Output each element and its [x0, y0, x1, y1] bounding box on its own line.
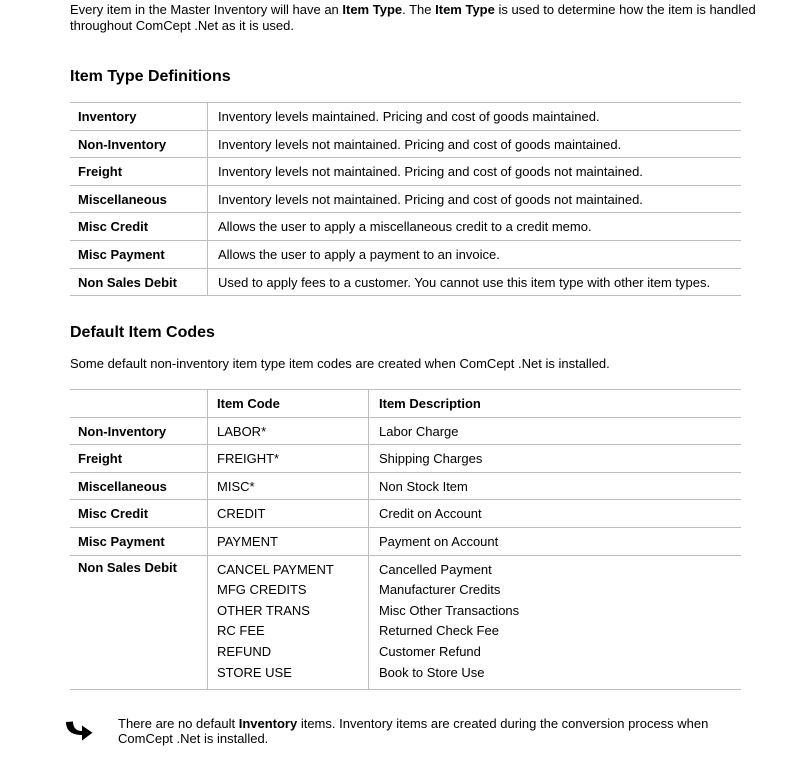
table-row	[70, 473, 741, 501]
table-row	[70, 213, 741, 241]
item-code: OTHER TRANS	[217, 602, 310, 618]
item-code-cell: CREDIT	[207, 500, 368, 527]
item-description-cell: Credit on Account	[368, 500, 741, 527]
item-type-description-cell: Used to apply fees to a customer. You cannot use this item type with other item types.	[207, 269, 741, 296]
table-row	[70, 103, 741, 131]
table-row	[70, 158, 741, 186]
item-code-cell: FREIGHT*	[207, 445, 368, 472]
note-bold-inventory: Inventory	[238, 716, 298, 731]
item-type-description-cell: Allows the user to apply a miscellaneous credit to a credit memo.	[207, 213, 741, 240]
item-description-cell: Non Stock Item	[368, 473, 741, 500]
note-text-1: There are no default	[118, 716, 239, 731]
default-item-codes-heading: Default Item Codes	[70, 324, 215, 341]
intro-text-1: Every item in the Master Inventory will have an	[70, 2, 343, 17]
table-row	[70, 528, 741, 556]
item-description: Book to Store Use	[379, 664, 485, 680]
item-description: Returned Check Fee	[379, 623, 499, 639]
item-code-cell: PAYMENT	[207, 528, 368, 555]
header-item-code: Item Code	[207, 390, 368, 417]
item-type-cell: Miscellaneous	[78, 191, 167, 207]
table-header-row	[70, 390, 741, 418]
table-row	[70, 186, 741, 214]
item-type-description-cell: Allows the user to apply a payment to an invoice.	[207, 241, 741, 268]
item-description: Cancelled Payment	[379, 561, 492, 577]
item-type-cell: Non Sales Debit	[78, 559, 177, 575]
item-code-cell: MISC*	[207, 473, 368, 500]
item-type-description-cell: Inventory levels not maintained. Pricing and cost of goods not maintained.	[207, 186, 741, 213]
item-description-cell: Labor Charge	[368, 418, 741, 445]
item-description-cell: Payment on Account	[368, 528, 741, 555]
default-item-codes-table	[70, 389, 741, 690]
item-description: Misc Other Transactions	[379, 602, 520, 618]
item-type-cell: Non Sales Debit	[78, 274, 177, 290]
item-type-description-cell: Inventory levels not maintained. Pricing and cost of goods maintained.	[207, 131, 741, 158]
item-type-cell: Misc Credit	[78, 506, 149, 522]
item-code: REFUND	[217, 643, 272, 659]
item-type-cell: Freight	[78, 164, 123, 180]
item-type-definitions-heading: Item Type Definitions	[70, 68, 231, 85]
item-type-cell: Freight	[78, 451, 123, 467]
item-type-cell: Misc Payment	[78, 246, 165, 262]
item-code-cell: LABOR*	[207, 418, 368, 445]
header-empty-cell	[70, 390, 207, 417]
item-type-definitions-table	[70, 102, 741, 296]
item-type-cell: Miscellaneous	[78, 478, 167, 494]
table-row-non-sales-debit	[70, 556, 741, 691]
table-row	[70, 241, 741, 269]
intro-bold-item-type-1: Item Type	[342, 2, 403, 17]
table-row	[70, 500, 741, 528]
item-type-cell: Misc Credit	[78, 219, 149, 235]
item-type-cell: Inventory	[78, 109, 137, 124]
item-description: Manufacturer Credits	[379, 582, 501, 598]
table-row	[70, 131, 741, 159]
intro-paragraph	[70, 2, 762, 33]
intro-text-2: . The	[402, 2, 436, 17]
item-type-cell: Non-Inventory	[78, 136, 167, 152]
item-type-cell: Misc Payment	[78, 533, 165, 549]
item-code: MFG CREDITS	[217, 582, 307, 598]
item-type-cell: Non-Inventory	[78, 423, 167, 439]
default-item-codes-intro: Some default non-inventory item type item codes are created when ComCept .Net is installed.	[70, 356, 610, 371]
intro-bold-item-type-2: Item Type	[435, 2, 495, 17]
header-item-description: Item Description	[368, 390, 741, 417]
note-paragraph	[118, 716, 740, 747]
item-description-cell: Shipping Charges	[368, 445, 741, 472]
item-code: RC FEE	[217, 623, 265, 639]
table-row	[70, 445, 741, 473]
item-code: STORE USE	[217, 664, 292, 680]
table-row	[70, 418, 741, 446]
item-type-description-cell: Inventory levels not maintained. Pricing and cost of goods not maintained.	[207, 158, 741, 185]
item-code: CANCEL PAYMENT	[217, 561, 334, 577]
item-description: Customer Refund	[379, 643, 481, 659]
curved-right-arrow-icon	[63, 721, 93, 744]
table-row	[70, 269, 741, 297]
item-type-description-cell: Inventory levels maintained. Pricing and cost of goods maintained.	[207, 103, 741, 130]
item-code-list-cell	[207, 556, 368, 690]
item-description-list-cell	[368, 556, 741, 690]
note-text-2: items. Inventory items are created during the conversion process when ComCept .Net is installed.	[118, 716, 709, 747]
intro-text-3: is used to determine how the item is handled throughout ComCept .Net as it is used.	[70, 2, 756, 33]
